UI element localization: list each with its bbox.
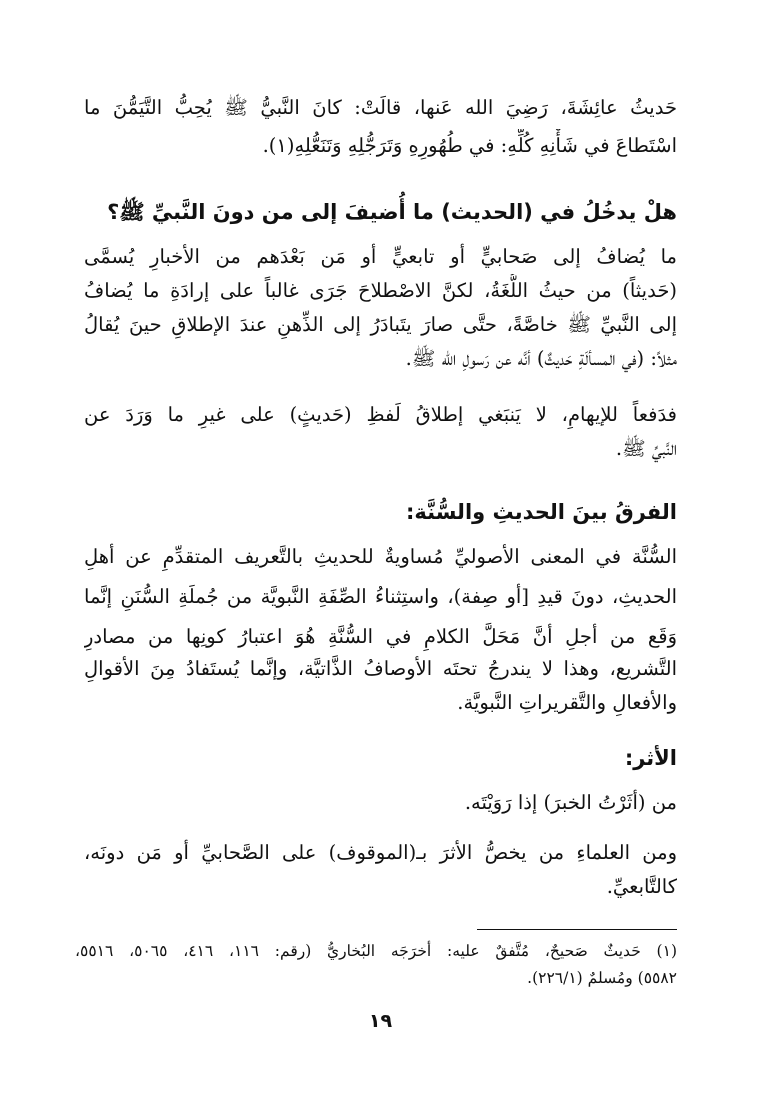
paragraph-line: (حَديثاً) من حيثُ اللُّغَةُ، لكنَّ الاصْطلاحَ جَرَى غالباً على إرادَةِ ما يُضافُ <box>84 279 677 302</box>
intro-line-2: اسْتَطاعَ في شَأْنِهِ كُلِّهِ: في طُهُورِهِ وَتَرَجُّلِهِ وَتَنَعُّلِهِ(١). <box>262 134 677 157</box>
page-number: ١٩ <box>368 1010 393 1032</box>
paragraph-line: كالتَّابعيِّ. <box>606 875 677 898</box>
paragraph-line: مثلاً: (في المسألَةِ حَديثٌ) أنَّه عن رَسولِ الله ﷺ. <box>405 347 677 370</box>
paragraph-line: التَّشريع، وهذا لا يندرجُ تحتَه الأوصافُ الذَّاتيَّة، وإنَّما يُستَفادُ مِنَ الأقوالِ <box>84 657 677 680</box>
footnote-line: (١) حَديثٌ صَحيحٌ، مُتَّفقٌ عليه: أخرَجَه البُخاريُّ (رقم: ١١٦، ٤١٦، ٥٠٦٥، ٥٥١٦، <box>75 942 677 960</box>
paragraph-line: إلى النَّبيِّ ﷺ خاصَّةً، حتَّى صارَ يتَبادَرُ إلى الذِّهنِ عندَ الإطلاقِ حينَ يُقالُ <box>84 313 677 336</box>
paragraph-line: ومن العلماءِ من يخصُّ الأثرَ بـ(الموقوف) على الصَّحابيِّ أو مَن دونَه، <box>84 841 677 864</box>
paragraph-line: النَّبيِّ ﷺ. <box>615 437 677 460</box>
paragraph-line: فدَفعاً للإيهامِ، لا يَنبَغي إطلاقُ لَفظِ (حَديثٍ) على غيرِ ما وَرَدَ عن <box>84 403 677 426</box>
section-heading-hadith-scope: هلْ يدخُلُ في (الحديث) ما أُضيفَ إلى من دونَ النَّبيِّ ﷺ؟ <box>107 200 677 224</box>
paragraph-line: وَقَع من أجلِ أنَّ مَحَلَّ الكلامِ في السُّنَّةِ هُوَ اعتبارُ كونِها من مصادرِ <box>84 625 677 648</box>
paragraph-line: من (أثَرْتُ الخبرَ) إذا رَوَيْتَه. <box>464 791 677 814</box>
paragraph-line: السُّنَّة في المعنى الأصوليِّ مُساويةٌ للحديثِ بالتَّعريف المتقدِّمِ عن أهلِ <box>84 545 677 568</box>
footnote-line: ٥٥٨٢) ومُسلمٌ (٢٢٦/١). <box>527 969 677 987</box>
section-heading-athar: الأثر: <box>624 746 677 770</box>
paragraph-line: ما يُضافُ إلى صَحابيٍّ أو تابعيٍّ أو مَن بَعْدَهم من الأخبارِ يُسمَّى <box>84 245 677 268</box>
paragraph-line: الحديثِ، دونَ قيدِ [أو صِفة)، واستِثناءُ الصِّفَةِ النَّبويَّة من جُملَةِ السُّنَنِ إنَّما <box>84 585 677 608</box>
section-heading-hadith-sunnah: الفرقُ بينَ الحديثِ والسُّنَّة: <box>405 500 677 524</box>
intro-line-1: حَديثُ عائِشَةَ، رَضِيَ الله عَنها، قالَتْ: كانَ النَّبيُّ ﷺ يُحِبُّ التَّيَمُّنَ ما <box>84 96 677 119</box>
footnote-separator <box>477 929 677 930</box>
paragraph-line: والأفعالِ والتَّقريراتِ النَّبويَّة. <box>457 691 677 714</box>
